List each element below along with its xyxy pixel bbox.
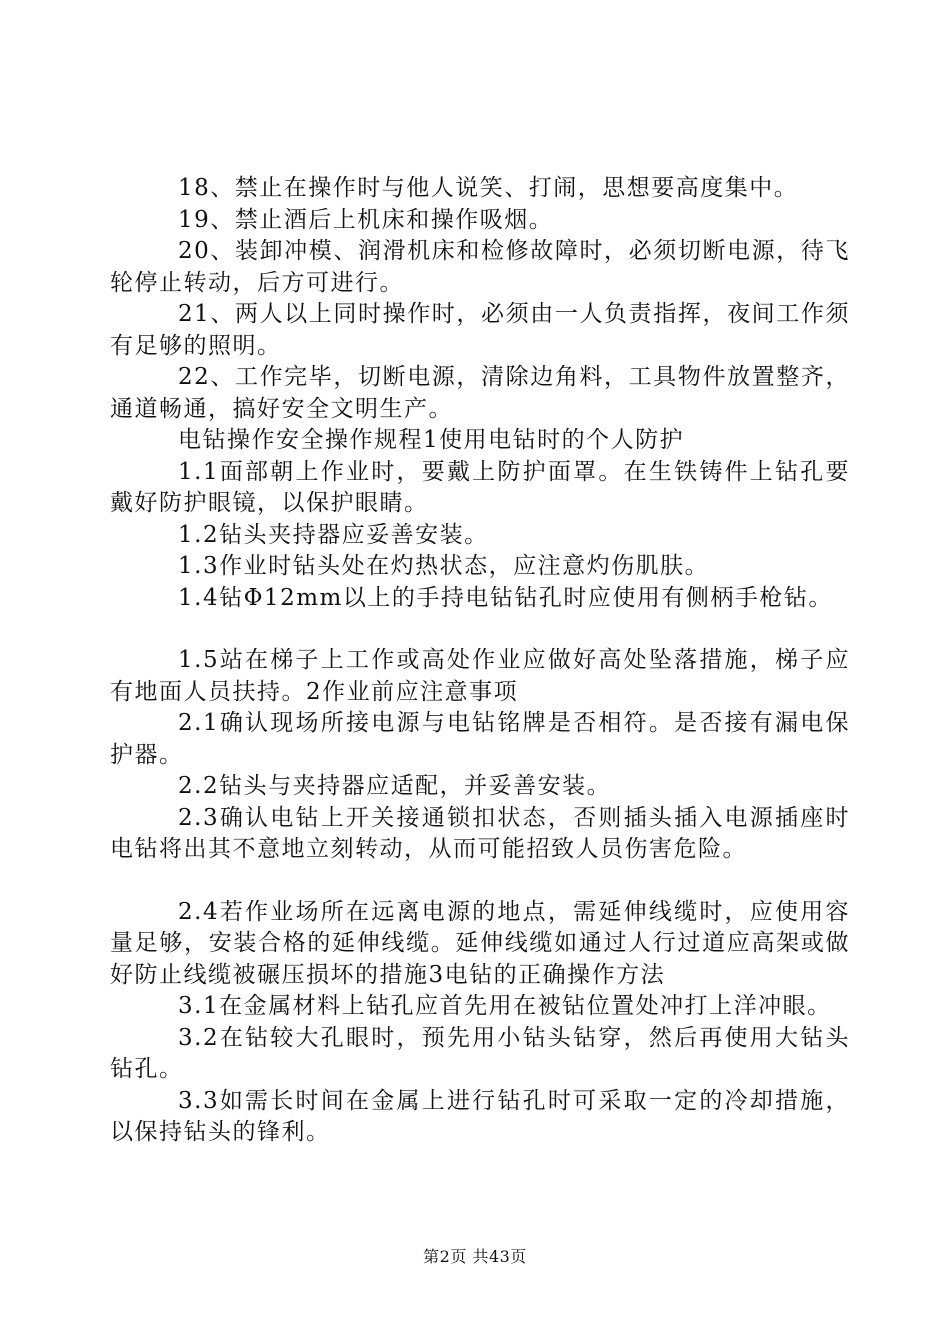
page-footer: 第2页 共43页 <box>423 1247 527 1266</box>
paragraph-22: 22、工作完毕，切断电源，清除边角料，工具物件放置整齐，通道畅通，搞好安全文明生产。 <box>110 364 850 422</box>
section-heading-drill: 电钻操作安全操作规程1使用电钻时的个人防护 <box>178 427 685 453</box>
paragraph-1-2: 1.2钻头夹持器应妥善安装。 <box>178 521 489 548</box>
paragraph-3-2: 3.2在钻较大孔眼时，预先用小钻头钻穿，然后再使用大钻头钻孔。 <box>110 1024 850 1082</box>
paragraph-2-4: 2.4若作业场所在远离电源的地点，需延伸线缆时，应使用容量足够，安装合格的延伸线缆。延伸线缆如通过人行过道应高架或做好防止线缆被碾压损坏的措施3电钻的正确操作方法 <box>110 898 850 988</box>
paragraph-21: 21、两人以上同时操作时，必须由一人负责指挥，夜间工作须有足够的照明。 <box>110 301 850 359</box>
paragraph-2-3: 2.3确认电钻上开关接通锁扣状态，否则插头插入电源插座时电钻将出其不意地立刻转动，从而可能招致人员伤害危险。 <box>110 804 850 862</box>
paragraph-1-5: 1.5站在梯子上工作或高处作业应做好高处坠落措施，梯子应有地面人员扶持。2作业前应注意事项 <box>110 647 850 705</box>
paragraph-2-1: 2.1确认现场所接电源与电钻铭牌是否相符。是否接有漏电保护器。 <box>110 710 850 768</box>
paragraph-2-2: 2.2钻头与夹持器应适配，并妥善安装。 <box>178 773 612 799</box>
paragraph-18: 18、禁止在操作时与他人说笑、打闹，思想要高度集中。 <box>178 175 799 201</box>
paragraph-1-3: 1.3作业时钻头处在灼热状态，应注意灼伤肌肤。 <box>178 553 710 579</box>
paragraph-20: 20、装卸冲模、润滑机床和检修故障时，必须切断电源，待飞轮停止转动，后方可进行。 <box>110 238 850 296</box>
paragraph-3-3: 3.3如需长时间在金属上进行钻孔时可采取一定的冷却措施，以保持钻头的锋利。 <box>110 1087 850 1145</box>
paragraph-19: 19、禁止酒后上机床和操作吸烟。 <box>178 206 554 233</box>
paragraph-1-4: 1.4钻Φ12mm以上的手持电钻钻孔时应使用有侧柄手枪钻。 <box>178 584 833 611</box>
document-body <box>110 173 850 1149</box>
paragraph-3-1: 3.1在金属材料上钻孔应首先用在被钻位置处冲打上洋冲眼。 <box>178 993 832 1019</box>
paragraph-1-1: 1.1面部朝上作业时，要戴上防护面罩。在生铁铸件上钻孔要戴好防护眼镜，以保护眼睛。 <box>110 458 850 516</box>
